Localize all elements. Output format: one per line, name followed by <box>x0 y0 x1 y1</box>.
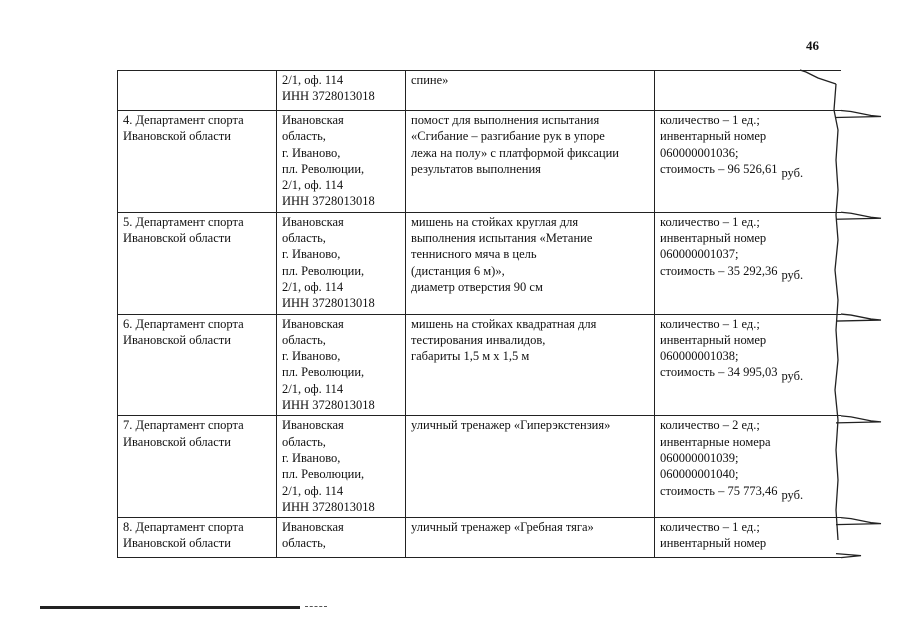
cell-line: ИНН 3728013018 <box>282 296 375 311</box>
cell-line: Ивановская <box>282 214 344 229</box>
cell-line: количество – 2 ед.; <box>660 418 760 433</box>
cell-line: Ивановская <box>282 113 344 127</box>
cell-line: тестирования инвалидов, <box>411 332 546 347</box>
cell-line: г. Иваново, <box>282 349 341 364</box>
table-cell-col4 <box>655 111 842 213</box>
table-cell-col2 <box>277 416 406 518</box>
cell-line: 2/1, оф. 114 <box>282 381 344 396</box>
cell-line: область, <box>282 129 326 144</box>
table-row <box>118 111 842 213</box>
table-cell-col4 <box>655 314 842 416</box>
cell-line <box>660 483 836 502</box>
cell-line: ИНН 3728013018 <box>282 398 375 413</box>
cell-line: инвентарный номер <box>660 231 767 246</box>
cell-line: теннисного мяча в цель <box>411 247 537 262</box>
cell-line: мишень на стойках квадратная для <box>411 316 597 331</box>
cell-line: г. Иваново, <box>282 450 341 465</box>
cell-line: диаметр отверстия 90 см <box>411 279 543 294</box>
cell-line: 5. Департамент спорта <box>123 214 244 229</box>
cell-line: уличный тренажер «Гребная тяга» <box>411 520 594 535</box>
cell-line: 060000001039; <box>660 450 739 465</box>
cell-line: лежа на полу» с платформой фиксации <box>411 145 619 160</box>
table-row <box>118 416 842 518</box>
cell-line: ИНН 3728013018 <box>282 499 375 514</box>
table-cell-col3 <box>406 416 655 518</box>
table-cell-col2 <box>277 518 406 558</box>
cell-line <box>660 364 836 384</box>
cell-line: «Сгибание – разгибание рук в упоре <box>411 129 605 144</box>
cell-line: инвентарный номер <box>660 332 767 347</box>
table-cell-col2 <box>277 71 406 111</box>
cell-line: Ивановской области <box>123 434 231 449</box>
price-value: стоимость – 96 526,61 <box>660 161 778 176</box>
cell-line: помост для выполнения испытания <box>411 113 600 127</box>
cell-line: инвентарный номер <box>660 536 767 551</box>
cell-line: г. Иваново, <box>282 247 341 262</box>
table-cell-col1 <box>118 416 277 518</box>
cell-line: Ивановской области <box>123 332 231 347</box>
cell-line: инвентарный номер <box>660 129 767 144</box>
page-number: 46 <box>806 38 819 53</box>
cell-line: количество – 1 ед.; <box>660 214 760 229</box>
property-table <box>117 70 841 558</box>
price-unit: руб. <box>781 369 804 384</box>
cell-line: количество – 1 ед.; <box>660 316 760 331</box>
price-unit: руб. <box>781 487 804 502</box>
cell-line: мишень на стойках круглая для <box>411 214 579 229</box>
cell-line <box>660 161 836 180</box>
table-cell-col4 <box>655 518 842 558</box>
cell-line: спине» <box>411 73 449 87</box>
row-separator-edge <box>836 416 881 423</box>
cell-line: пл. Революции, <box>282 365 365 380</box>
table-cell-col1 <box>118 314 277 416</box>
cell-line: пл. Революции, <box>282 263 365 278</box>
cell-line: 2/1, оф. 114 <box>282 178 344 193</box>
cell-line: количество – 1 ед.; <box>660 113 760 127</box>
cell-line: ИНН 3728013018 <box>282 89 375 104</box>
table-row <box>118 212 842 314</box>
cell-line: Ивановской области <box>123 231 231 246</box>
table-row <box>118 518 842 558</box>
cell-line: уличный тренажер «Гиперэкстензия» <box>411 418 611 433</box>
table-cell-col4 <box>655 71 842 111</box>
table-cell-col1 <box>118 111 277 213</box>
cell-line <box>660 263 836 282</box>
cell-line: ИНН 3728013018 <box>282 194 375 209</box>
cell-line: 2/1, оф. 114 <box>282 483 344 498</box>
row-separator-edge <box>836 212 881 219</box>
cell-line: 7. Департамент спорта <box>123 418 244 433</box>
row-separator-edge <box>836 518 881 525</box>
cell-line: область, <box>282 231 326 246</box>
cell-line: г. Иваново, <box>282 145 341 160</box>
table-cell-col2 <box>277 212 406 314</box>
table-cell-col3 <box>406 314 655 416</box>
table-cell-col2 <box>277 314 406 416</box>
cell-line: 060000001036; <box>660 145 739 160</box>
row-separator-edge <box>836 314 881 321</box>
cell-line: 8. Департамент спорта <box>123 520 244 535</box>
cell-line: область, <box>282 434 326 449</box>
cell-line: 060000001040; <box>660 467 739 482</box>
table-cell-col1 <box>118 71 277 111</box>
cell-line: область, <box>282 332 326 347</box>
cell-line: Ивановской области <box>123 536 231 551</box>
cell-line: 060000001037; <box>660 247 739 262</box>
table-row <box>118 314 842 416</box>
table-cell-col1 <box>118 212 277 314</box>
cell-line: Ивановская <box>282 418 344 433</box>
price-value: стоимость – 34 995,03 <box>660 365 778 380</box>
footer-rule-dash <box>305 606 327 609</box>
cell-line: (дистанция 6 м)», <box>411 263 505 278</box>
price-value: стоимость – 75 773,46 <box>660 483 778 498</box>
cell-line: Ивановской области <box>123 129 231 144</box>
table-cell-col3 <box>406 212 655 314</box>
table-cell-col1 <box>118 518 277 558</box>
cell-line: 6. Департамент спорта <box>123 316 244 331</box>
table-cell-col2 <box>277 111 406 213</box>
cell-line: 2/1, оф. 114 <box>282 279 344 294</box>
table-cell-col3 <box>406 111 655 213</box>
price-value: стоимость – 35 292,36 <box>660 263 778 278</box>
table-cell-col4 <box>655 416 842 518</box>
price-unit: руб. <box>781 267 804 282</box>
table-row <box>118 71 842 111</box>
cell-line: пл. Революции, <box>282 467 365 482</box>
cell-line: результатов выполнения <box>411 161 541 176</box>
footer-rule <box>40 606 300 609</box>
cell-line: пл. Революции, <box>282 161 365 176</box>
cell-line: количество – 1 ед.; <box>660 520 760 535</box>
cell-line: габариты 1,5 м х 1,5 м <box>411 349 530 364</box>
cell-line: инвентарные номера <box>660 434 771 449</box>
table-cell-col3 <box>406 518 655 558</box>
cell-line: Ивановская <box>282 520 344 535</box>
table-cell-col4 <box>655 212 842 314</box>
cell-line: выполнения испытания «Метание <box>411 231 593 246</box>
cell-line: 060000001038; <box>660 349 739 364</box>
cell-line: область, <box>282 536 326 551</box>
price-unit: руб. <box>781 165 804 180</box>
row-separator-edge <box>836 111 881 118</box>
cell-line: 2/1, оф. 114 <box>282 73 344 87</box>
table-cell-col3 <box>406 71 655 111</box>
cell-line: 4. Департамент спорта <box>123 113 244 127</box>
cell-line: Ивановская <box>282 316 344 331</box>
